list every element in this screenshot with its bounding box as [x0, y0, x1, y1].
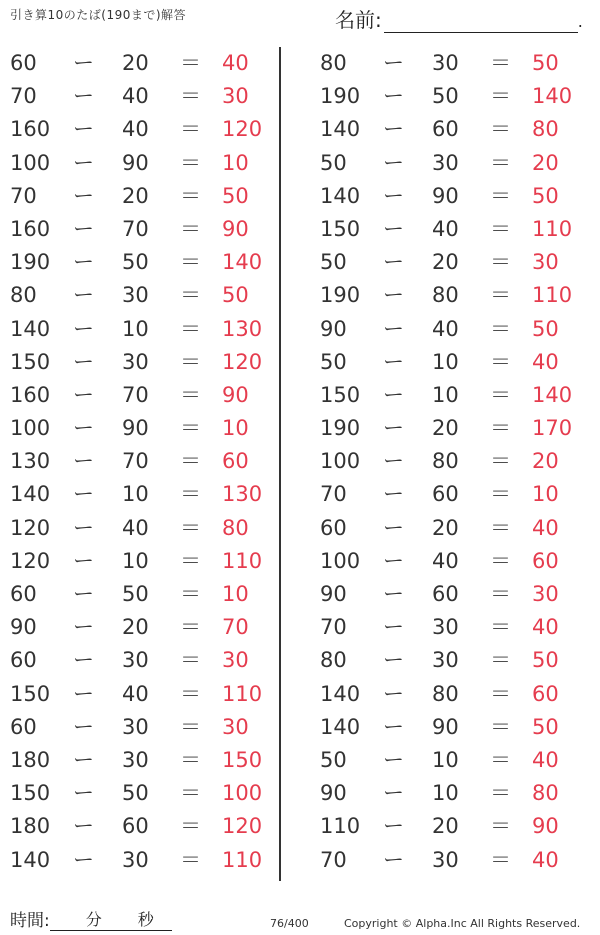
minus-sign: ー — [383, 349, 404, 374]
minuend: 160 — [10, 216, 51, 241]
minus-sign: ー — [383, 283, 404, 308]
minus-sign: ー — [73, 416, 94, 441]
subtrahend: 40 — [432, 316, 459, 341]
answer: 140 — [222, 250, 263, 275]
answer: 40 — [532, 349, 559, 374]
equals-sign: ＝ — [490, 714, 511, 739]
minuend: 130 — [10, 449, 51, 474]
subtrahend: 80 — [432, 283, 459, 308]
minus-sign: ー — [73, 615, 94, 640]
subtrahend: 70 — [122, 382, 149, 407]
equals-sign: ＝ — [490, 316, 511, 341]
subtrahend: 40 — [122, 515, 149, 540]
minuend: 70 — [320, 847, 347, 872]
time-blank-line[interactable] — [50, 910, 172, 931]
subtrahend: 30 — [122, 847, 149, 872]
minuend: 140 — [320, 117, 361, 142]
minuend: 80 — [320, 51, 347, 75]
equals-sign: ＝ — [180, 150, 201, 175]
answer: 90 — [222, 216, 249, 241]
minus-sign: ー — [73, 51, 94, 75]
equals-sign: ＝ — [180, 814, 201, 839]
minuend: 80 — [10, 283, 37, 308]
minuend: 90 — [320, 781, 347, 806]
answer: 60 — [532, 548, 559, 573]
subtrahend: 10 — [122, 482, 149, 507]
minus-sign: ー — [73, 781, 94, 806]
subtrahend: 30 — [432, 648, 459, 673]
minus-sign: ー — [383, 814, 404, 839]
equals-sign: ＝ — [180, 117, 201, 142]
minuend: 150 — [320, 382, 361, 407]
answer: 130 — [222, 482, 263, 507]
subtrahend: 50 — [122, 582, 149, 606]
minus-sign: ー — [73, 714, 94, 739]
equals-sign: ＝ — [490, 117, 511, 142]
minuend: 50 — [320, 349, 347, 374]
equals-sign: ＝ — [490, 515, 511, 540]
minuend: 100 — [10, 150, 51, 175]
minus-sign: ー — [73, 847, 94, 872]
equals-sign: ＝ — [490, 781, 511, 806]
answer: 40 — [532, 847, 559, 872]
minus-sign: ー — [383, 250, 404, 275]
minus-sign: ー — [73, 548, 94, 573]
minuend: 50 — [320, 150, 347, 175]
equals-sign: ＝ — [180, 714, 201, 739]
equals-sign: ＝ — [180, 216, 201, 241]
subtrahend: 30 — [432, 615, 459, 640]
answer: 10 — [222, 582, 249, 606]
equals-sign: ＝ — [180, 482, 201, 507]
subtrahend: 20 — [432, 814, 459, 839]
minus-sign: ー — [73, 482, 94, 507]
subtrahend: 10 — [432, 781, 459, 806]
time-field — [10, 906, 172, 931]
subtrahend: 30 — [122, 349, 149, 374]
equals-sign: ＝ — [490, 582, 511, 606]
equals-sign: ＝ — [490, 847, 511, 872]
answer: 90 — [222, 382, 249, 407]
minus-sign: ー — [73, 747, 94, 772]
minuend: 190 — [320, 283, 361, 308]
subtrahend: 20 — [122, 183, 149, 208]
subtrahend: 50 — [122, 250, 149, 275]
minus-sign: ー — [383, 482, 404, 507]
answer: 50 — [532, 183, 559, 208]
subtrahend: 30 — [432, 51, 459, 75]
equals-sign: ＝ — [180, 648, 201, 673]
answer: 80 — [532, 781, 559, 806]
equals-sign: ＝ — [490, 216, 511, 241]
subtrahend: 30 — [432, 847, 459, 872]
answer: 10 — [532, 482, 559, 507]
subtrahend: 60 — [122, 814, 149, 839]
minus-sign: ー — [383, 382, 404, 407]
equals-sign: ＝ — [180, 548, 201, 573]
minus-sign: ー — [73, 814, 94, 839]
answer: 10 — [222, 150, 249, 175]
minuend: 180 — [10, 747, 51, 772]
subtrahend: 20 — [432, 416, 459, 441]
minus-sign: ー — [383, 51, 404, 75]
minuend: 80 — [320, 648, 347, 673]
time-label: 時間: — [10, 911, 50, 931]
subtrahend: 90 — [122, 416, 149, 441]
subtrahend: 90 — [432, 714, 459, 739]
minus-sign: ー — [383, 449, 404, 474]
minus-sign: ー — [383, 548, 404, 573]
equals-sign: ＝ — [180, 183, 201, 208]
minutes-label: 分 — [85, 910, 102, 929]
name-field — [335, 4, 583, 33]
minus-sign: ー — [73, 250, 94, 275]
equals-sign: ＝ — [490, 250, 511, 275]
equals-sign: ＝ — [490, 648, 511, 673]
minus-sign: ー — [383, 150, 404, 175]
subtrahend: 40 — [122, 681, 149, 706]
equals-sign: ＝ — [180, 681, 201, 706]
minus-sign: ー — [73, 382, 94, 407]
subtrahend: 10 — [122, 316, 149, 341]
subtrahend: 50 — [122, 781, 149, 806]
answer: 80 — [532, 117, 559, 142]
subtrahend: 10 — [432, 349, 459, 374]
subtrahend: 10 — [432, 382, 459, 407]
minus-sign: ー — [73, 349, 94, 374]
equals-sign: ＝ — [180, 416, 201, 441]
equals-sign: ＝ — [180, 84, 201, 109]
minus-sign: ー — [73, 681, 94, 706]
minuend: 140 — [320, 681, 361, 706]
answer: 130 — [222, 316, 263, 341]
minuend: 190 — [320, 84, 361, 109]
answer: 50 — [532, 714, 559, 739]
answer: 110 — [222, 681, 263, 706]
minuend: 90 — [320, 316, 347, 341]
equals-sign: ＝ — [490, 681, 511, 706]
answer: 40 — [222, 51, 249, 75]
subtrahend: 10 — [432, 747, 459, 772]
minus-sign: ー — [383, 582, 404, 606]
answer: 80 — [222, 515, 249, 540]
minuend: 110 — [320, 814, 361, 839]
answer: 60 — [222, 449, 249, 474]
answer: 30 — [532, 582, 559, 606]
answer: 50 — [222, 283, 249, 308]
minuend: 120 — [10, 515, 51, 540]
minus-sign: ー — [383, 847, 404, 872]
equals-sign: ＝ — [490, 482, 511, 507]
minuend: 140 — [10, 847, 51, 872]
answer: 50 — [532, 648, 559, 673]
minuend: 150 — [10, 349, 51, 374]
minuend: 60 — [10, 714, 37, 739]
column-divider — [279, 47, 281, 881]
minus-sign: ー — [383, 183, 404, 208]
equals-sign: ＝ — [180, 283, 201, 308]
equals-sign: ＝ — [180, 582, 201, 606]
equals-sign: ＝ — [490, 51, 511, 75]
answer: 90 — [532, 814, 559, 839]
subtrahend: 20 — [122, 615, 149, 640]
subtrahend: 30 — [122, 648, 149, 673]
answer: 70 — [222, 615, 249, 640]
minus-sign: ー — [73, 515, 94, 540]
answer: 20 — [532, 150, 559, 175]
equals-sign: ＝ — [180, 781, 201, 806]
minuend: 70 — [10, 183, 37, 208]
answer: 100 — [222, 781, 263, 806]
worksheet-title: 引き算10のたば(190まで)解答 — [10, 8, 187, 22]
minuend: 140 — [320, 714, 361, 739]
subtrahend: 20 — [122, 51, 149, 75]
minus-sign: ー — [383, 615, 404, 640]
seconds-label: 秒 — [137, 910, 154, 929]
answer: 110 — [532, 283, 573, 308]
minuend: 160 — [10, 382, 51, 407]
minuend: 70 — [10, 84, 37, 109]
minuend: 60 — [10, 582, 37, 606]
minus-sign: ー — [73, 283, 94, 308]
subtrahend: 40 — [432, 548, 459, 573]
minus-sign: ー — [383, 416, 404, 441]
subtrahend: 40 — [122, 117, 149, 142]
minuend: 70 — [320, 482, 347, 507]
answer: 40 — [532, 515, 559, 540]
subtrahend: 30 — [122, 283, 149, 308]
subtrahend: 60 — [432, 482, 459, 507]
equals-sign: ＝ — [490, 349, 511, 374]
minus-sign: ー — [73, 449, 94, 474]
minuend: 190 — [320, 416, 361, 441]
subtrahend: 90 — [432, 183, 459, 208]
subtrahend: 20 — [432, 515, 459, 540]
equals-sign: ＝ — [490, 150, 511, 175]
name-blank-line[interactable] — [384, 12, 578, 33]
answer: 50 — [222, 183, 249, 208]
minus-sign: ー — [383, 216, 404, 241]
equals-sign: ＝ — [180, 382, 201, 407]
equals-sign: ＝ — [490, 747, 511, 772]
minuend: 150 — [10, 781, 51, 806]
copyright-notice: Copyright © Alpha.Inc All Rights Reserved. — [344, 917, 581, 930]
equals-sign: ＝ — [180, 349, 201, 374]
equals-sign: ＝ — [180, 51, 201, 75]
minus-sign: ー — [73, 117, 94, 142]
minus-sign: ー — [73, 316, 94, 341]
answer: 120 — [222, 349, 263, 374]
minuend: 180 — [10, 814, 51, 839]
subtrahend: 10 — [122, 548, 149, 573]
minuend: 60 — [10, 51, 37, 75]
subtrahend: 50 — [432, 84, 459, 109]
minus-sign: ー — [383, 747, 404, 772]
minuend: 140 — [10, 316, 51, 341]
minuend: 60 — [320, 515, 347, 540]
equals-sign: ＝ — [490, 814, 511, 839]
minuend: 120 — [10, 548, 51, 573]
minuend: 70 — [320, 615, 347, 640]
minuend: 60 — [10, 648, 37, 673]
equals-sign: ＝ — [180, 515, 201, 540]
subtrahend: 40 — [122, 84, 149, 109]
answer: 10 — [222, 416, 249, 441]
subtrahend: 30 — [122, 747, 149, 772]
answer: 50 — [532, 316, 559, 341]
minus-sign: ー — [383, 781, 404, 806]
minuend: 150 — [10, 681, 51, 706]
minus-sign: ー — [383, 648, 404, 673]
equals-sign: ＝ — [490, 283, 511, 308]
answer: 20 — [532, 449, 559, 474]
subtrahend: 20 — [432, 250, 459, 275]
minuend: 140 — [320, 183, 361, 208]
answer: 110 — [222, 847, 263, 872]
subtrahend: 70 — [122, 216, 149, 241]
answer: 140 — [532, 382, 573, 407]
minus-sign: ー — [383, 515, 404, 540]
minus-sign: ー — [73, 150, 94, 175]
equals-sign: ＝ — [490, 416, 511, 441]
minus-sign: ー — [383, 316, 404, 341]
answer: 30 — [532, 250, 559, 275]
answer: 40 — [532, 615, 559, 640]
minuend: 160 — [10, 117, 51, 142]
minuend: 150 — [320, 216, 361, 241]
minuend: 50 — [320, 747, 347, 772]
name-label: 名前: — [335, 8, 382, 32]
minus-sign: ー — [383, 117, 404, 142]
name-end-mark: . — [577, 12, 583, 31]
equals-sign: ＝ — [490, 183, 511, 208]
minuend: 90 — [10, 615, 37, 640]
answer: 140 — [532, 84, 573, 109]
equals-sign: ＝ — [490, 548, 511, 573]
equals-sign: ＝ — [180, 847, 201, 872]
equals-sign: ＝ — [180, 747, 201, 772]
minuend: 190 — [10, 250, 51, 275]
minus-sign: ー — [73, 582, 94, 606]
minuend: 140 — [10, 482, 51, 507]
minus-sign: ー — [383, 84, 404, 109]
answer: 110 — [222, 548, 263, 573]
equals-sign: ＝ — [180, 316, 201, 341]
minuend: 50 — [320, 250, 347, 275]
minuend: 100 — [320, 548, 361, 573]
minuend: 100 — [320, 449, 361, 474]
minus-sign: ー — [383, 681, 404, 706]
subtrahend: 60 — [432, 582, 459, 606]
subtrahend: 70 — [122, 449, 149, 474]
minus-sign: ー — [73, 84, 94, 109]
subtrahend: 30 — [432, 150, 459, 175]
subtrahend: 60 — [432, 117, 459, 142]
minuend: 100 — [10, 416, 51, 441]
answer: 30 — [222, 714, 249, 739]
subtrahend: 80 — [432, 449, 459, 474]
answer: 50 — [532, 51, 559, 75]
subtrahend: 90 — [122, 150, 149, 175]
subtrahend: 30 — [122, 714, 149, 739]
equals-sign: ＝ — [490, 84, 511, 109]
minus-sign: ー — [383, 714, 404, 739]
subtrahend: 40 — [432, 216, 459, 241]
answer: 40 — [532, 747, 559, 772]
answer: 170 — [532, 416, 573, 441]
minus-sign: ー — [73, 216, 94, 241]
answer: 60 — [532, 681, 559, 706]
equals-sign: ＝ — [180, 250, 201, 275]
subtrahend: 80 — [432, 681, 459, 706]
answer: 30 — [222, 84, 249, 109]
answer: 110 — [532, 216, 573, 241]
answer: 120 — [222, 814, 263, 839]
answer: 150 — [222, 747, 263, 772]
answer: 120 — [222, 117, 263, 142]
equals-sign: ＝ — [490, 382, 511, 407]
equals-sign: ＝ — [490, 449, 511, 474]
minus-sign: ー — [73, 183, 94, 208]
page-number: 76/400 — [270, 917, 309, 930]
equals-sign: ＝ — [490, 615, 511, 640]
answer: 30 — [222, 648, 249, 673]
minuend: 90 — [320, 582, 347, 606]
equals-sign: ＝ — [180, 449, 201, 474]
equals-sign: ＝ — [180, 615, 201, 640]
minus-sign: ー — [73, 648, 94, 673]
